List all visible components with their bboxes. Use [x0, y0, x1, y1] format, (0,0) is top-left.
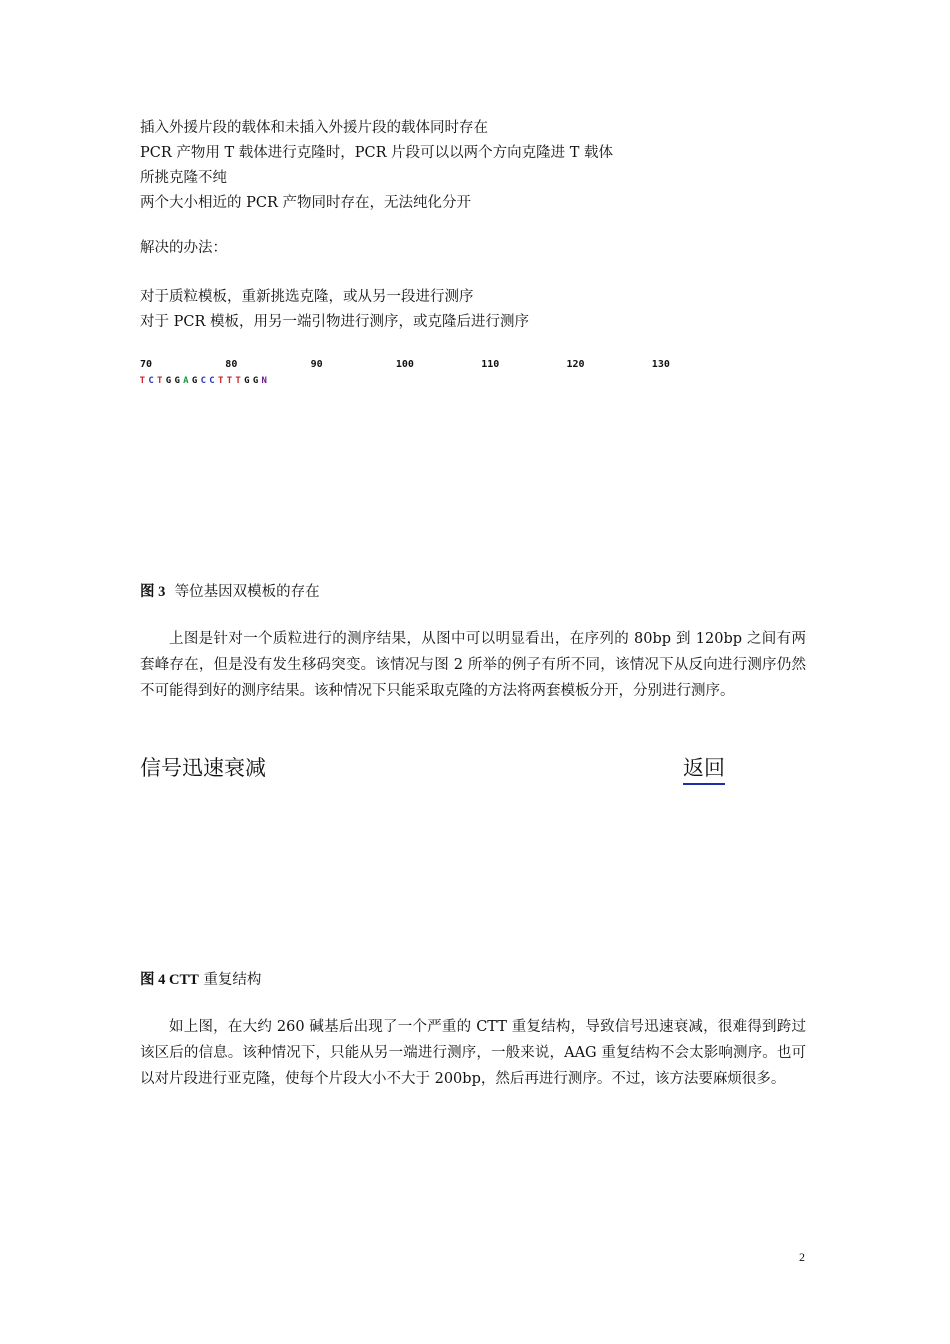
figure3-base-letter: G [165, 376, 172, 386]
figure3-tick-label: 110 [481, 359, 500, 370]
figure3-base-letter: C [148, 376, 154, 386]
solution-line-2: 对于 PCR 模板，用另一端引物进行测序，或克隆后进行测序 [140, 314, 529, 330]
figure3-tick-label: 100 [395, 359, 414, 370]
figure3-base-letter: T [217, 376, 224, 386]
figure3-base-letter: C [200, 376, 207, 386]
intro-line-2: PCR 产物用 T 载体进行克隆时，PCR 片段可以以两个方向克隆进 T 载体 [140, 145, 614, 161]
figure3-caption [140, 582, 320, 602]
section-title: 信号迅速衰减 [140, 756, 266, 780]
intro-line-1: 插入外援片段的载体和未插入外援片段的载体同时存在 [140, 120, 488, 136]
figure3-chromatogram [138, 354, 732, 534]
intro-line-4: 两个大小相近的 PCR 产物同时存在，无法纯化分开 [140, 195, 471, 211]
figure4-caption-text: 重复结构 [203, 972, 262, 988]
figure3-caption-text: 等位基因双模板的存在 [174, 584, 320, 600]
paragraph-2-text: 如上图，在大约 260 碱基后出现了一个严重的 CTT 重复结构，导致信号迅速衰减，很难得到跨过该区后的信息。该种情况下，只能从另一端进行测序，一般来说，AAG 重复结构不会太影响测序。也可以对片段进行亚克隆，使每个片段大小不大于 200bp，然后再进行测序。不过，该方法要麻烦很多。 [140, 1019, 806, 1087]
figure4-chromatogram [138, 828, 732, 920]
figure3-base-letter: T [235, 376, 241, 386]
figure3-base-letter: N [261, 376, 267, 386]
figure3-tick-label: 130 [651, 359, 670, 370]
intro-line-3: 所挑克隆不纯 [140, 170, 227, 186]
paragraph-2 [140, 1014, 806, 1092]
paragraph-1 [140, 626, 806, 704]
figure3-tick-label: 80 [225, 359, 238, 370]
figure3-base-letter: T [157, 376, 163, 386]
figure3-base-letter: C [209, 376, 215, 386]
figure3-base-letter: A [183, 376, 189, 386]
solution-line-1: 对于质粒模板，重新挑选克隆，或从另一段进行测序 [140, 289, 474, 305]
back-link[interactable]: 返回 [683, 754, 725, 785]
figure3-tick-label: 90 [310, 359, 323, 370]
figure3-tick-label: 120 [566, 359, 585, 370]
figure3-base-letter: T [139, 376, 146, 386]
figure3-base-letter: G [252, 376, 259, 386]
solution-title: 解决的办法： [140, 240, 227, 256]
figure3-base-letter: G [244, 376, 250, 386]
figure4-caption [140, 970, 261, 990]
figure3-caption-label: 图 3 [140, 584, 166, 600]
figure3-base-letter: G [191, 376, 198, 386]
figure3-base-letter: T [226, 376, 233, 386]
figure4-caption-label: 图 4 CTT [140, 972, 199, 988]
figure3-base-letter: G [174, 376, 180, 386]
paragraph-1-text: 上图是针对一个质粒进行的测序结果，从图中可以明显看出，在序列的 80bp 到 120bp 之间有两套峰存在，但是没有发生移码突变。该情况与图 2 所举的例子有所不同，该情况下从反向进行测序仍然不可能得到好的测序结果。该种情况下只能采取克隆的方法将两套模板分开，分别进行测序。 [140, 631, 806, 699]
figure3-tick-label: 70 [140, 359, 153, 370]
page-number: 2 [799, 1250, 805, 1264]
